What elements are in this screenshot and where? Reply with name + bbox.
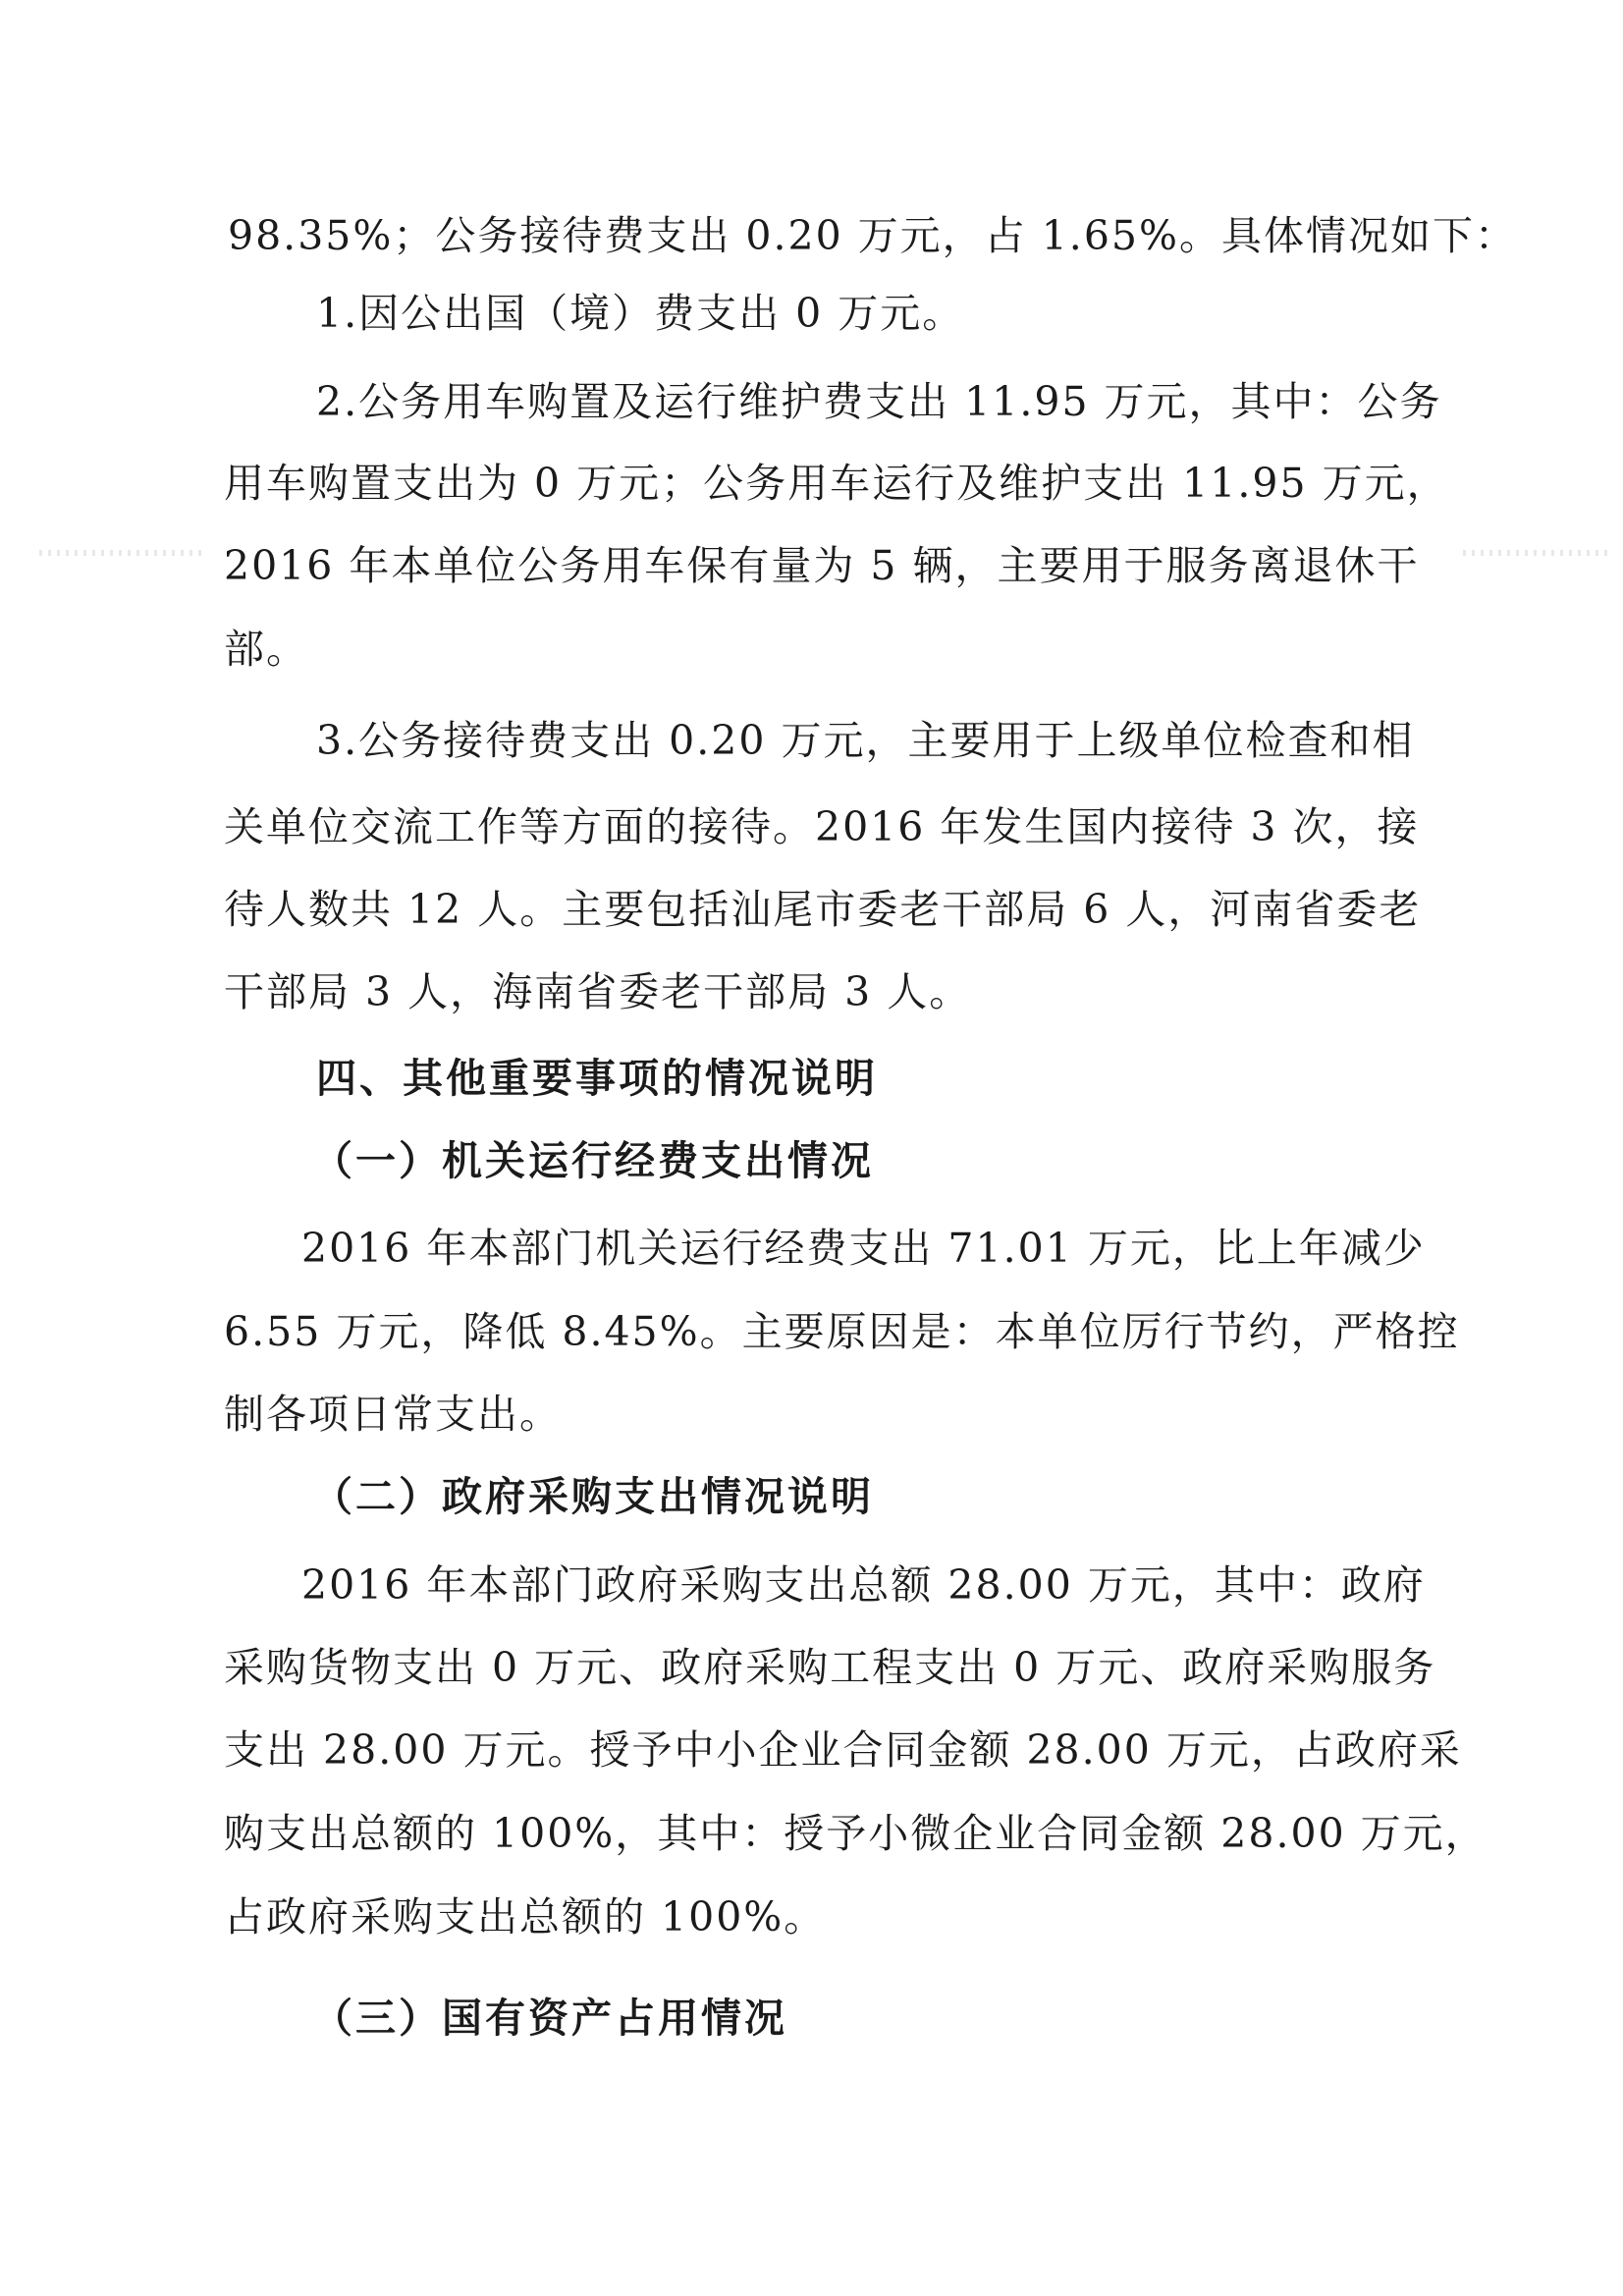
paragraph-line: 用车购置支出为 0 万元；公务用车运行及维护支出 11.95 万元，	[224, 460, 1449, 507]
paragraph-line: 制各项日常支出。	[224, 1391, 562, 1438]
paragraph-line: 待人数共 12 人。主要包括汕尾市委老干部局 6 人，河南省委老	[224, 886, 1422, 933]
paragraph-line: 2016 年本部门机关运行经费支出 71.01 万元，比上年减少	[301, 1225, 1426, 1272]
scan-artifact-right	[1463, 550, 1610, 556]
paragraph-line: 购支出总额的 100%，其中：授予小微企业合同金额 28.00 万元，	[224, 1810, 1488, 1857]
list-item-3: 3.公务接待费支出 0.20 万元，主要用于上级单位检查和相	[316, 717, 1415, 764]
paragraph-line: 2016 年本部门政府采购支出总额 28.00 万元，其中：政府	[301, 1561, 1426, 1609]
list-item-1: 1.因公出国（境）费支出 0 万元。	[316, 290, 965, 337]
subsection-heading-1: （一）机关运行经费支出情况	[312, 1137, 874, 1184]
paragraph-line: 占政府采购支出总额的 100%。	[224, 1893, 827, 1941]
paragraph-line: 关单位交流工作等方面的接待。2016 年发生国内接待 3 次，接	[224, 803, 1420, 850]
paragraph-line: 部。	[224, 626, 308, 673]
paragraph-line: 2016 年本单位公务用车保有量为 5 辆，主要用于服务离退休干	[224, 542, 1420, 589]
paragraph-line: 干部局 3 人，海南省委老干部局 3 人。	[224, 968, 972, 1015]
list-item-2: 2.公务用车购置及运行维护费支出 11.95 万元，其中：公务	[316, 378, 1442, 425]
subsection-heading-3: （三）国有资产占用情况	[312, 1995, 787, 2042]
paragraph-line: 98.35%；公务接待费支出 0.20 万元，占 1.65%。具体情况如下：	[228, 212, 1517, 259]
paragraph-line: 6.55 万元，降低 8.45%。主要原因是：本单位厉行节约，严格控	[224, 1308, 1460, 1355]
paragraph-line: 支出 28.00 万元。授予中小企业合同金额 28.00 万元，占政府采	[224, 1726, 1462, 1774]
paragraph-line: 采购货物支出 0 万元、政府采购工程支出 0 万元、政府采购服务	[224, 1644, 1436, 1691]
subsection-heading-2: （二）政府采购支出情况说明	[312, 1473, 874, 1520]
scan-artifact-left	[39, 550, 206, 556]
section-heading: 四、其他重要事项的情况说明	[316, 1055, 878, 1102]
